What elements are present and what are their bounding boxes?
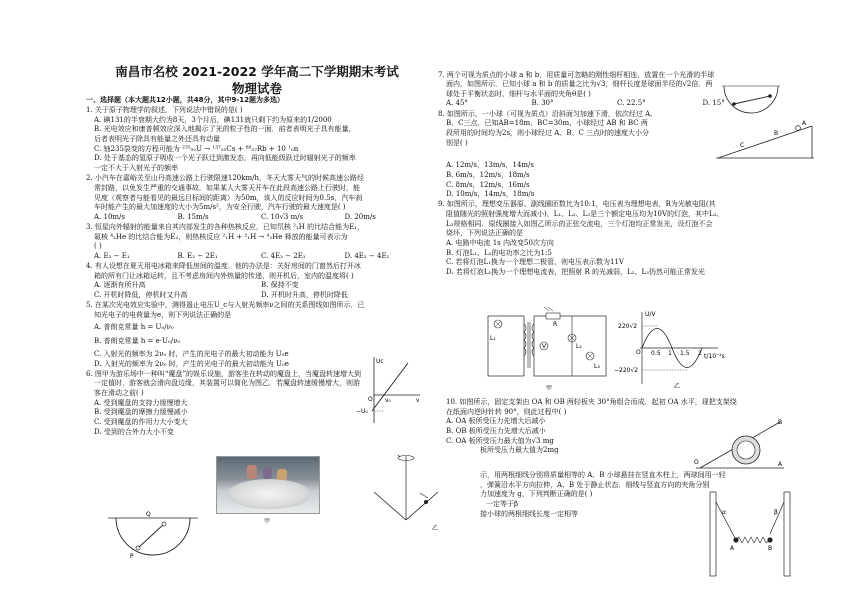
q5-axis-uc: Uc — [376, 358, 384, 365]
q10-line: 在纸面内逆时针转 90°，则此过程中( ) — [446, 407, 567, 416]
q10-point-a: A — [778, 461, 783, 468]
q9-axis-t: t/10⁻²s — [704, 353, 725, 360]
q11-ball-b: B — [768, 545, 773, 552]
q9-tick-3: 1.5 — [680, 350, 690, 357]
q6-label-yi: 乙 — [432, 525, 439, 532]
q2-line: 见度（观察者与能看见的最远目标间的距离）为50m，该人的反应时间为0.5s，汽车刹 — [94, 193, 363, 202]
q8-line: B、C三点，已知AB=18m，BC=30m，小球经过 AB 和 BC 两 — [446, 119, 648, 128]
q7-option-a: A. 45° — [446, 99, 468, 108]
q6-label-jia: 甲 — [264, 518, 271, 525]
q3-option-a: A. E₂ − E₁ — [94, 252, 130, 260]
q8-option-c: C. 8m/s，12m/s，16m/s — [446, 180, 530, 189]
q9-sine-figure — [614, 308, 728, 390]
q9-line: 烧坏，下列说法正确的是 — [446, 229, 523, 238]
q5-option-d: D. 入射光的频率为 2ν₀ 时，产生的光电子的最大初动能为 U₀e — [94, 359, 289, 368]
q2-option-b: B. 15m/s — [177, 212, 209, 221]
q8-line: 段所用的时间均为2s，则小球经过 A、B、C 三点时的速度大小分 — [446, 128, 650, 137]
q1-stem: 1. 关于原子物理学的叙述，下列说法中错误的是( ) — [86, 106, 243, 115]
q1-option-d-cont: 一定不大于入射光子的频率 — [94, 164, 178, 173]
q3-option-b: B. E₂ − 2E₁ — [177, 252, 218, 260]
q8-line: 8. 如图所示，一小球（可视为质点）沿斜面匀加速下滑，依次经过 A、 — [438, 109, 658, 118]
q6-bowl-figure — [108, 512, 198, 564]
q10-point-b: B — [778, 419, 783, 426]
q11-line: 力加速度为 g，下列判断正确的是( ) — [480, 490, 593, 499]
q5-u0: −U₀ — [356, 408, 368, 415]
q5-line: 知光电子的电荷量为e，则下列说法正确的是 — [94, 310, 232, 319]
q10-point-o: O — [694, 459, 699, 466]
q9-circuit-figure — [484, 310, 614, 392]
q10-support-figure — [694, 416, 786, 472]
q8-incline-figure — [714, 118, 818, 162]
q4-option-c: C. 开机时降低，停机时又升高 — [94, 291, 188, 300]
q9-line: 阻值随光的照射强度增大而减小)，L₁、L₂、L₃是三个额定电压均为10V的灯泡，其中L₂、 — [446, 210, 724, 219]
q11-line: ，弹簧沿水平方向拉伸，A、B 处于静止状态．细线与竖直方向的夹角分别 — [480, 480, 710, 489]
q8-option-d: D. 10m/s，14m/s，18m/s — [446, 190, 535, 199]
q8-option-a: A. 12m/s，13m/s，14m/s — [446, 161, 534, 170]
q10-option-c: C. OA 板所受压力最大值为√3 mg — [446, 436, 554, 445]
q7-line: 面内，如图所示．已知小球 a 和 b 的质量之比为√3，细杆长度是球面半径的√2倍．两 — [446, 80, 713, 89]
q4-option-d: D. 开机时升高，停机时降低 — [261, 291, 348, 300]
q8-option-b: B. 6m/s，12m/s，18m/s — [446, 170, 530, 179]
q1-option-b: B. 光电效应和康普顿效应深入地揭示了光的粒子性的一面．前者表明光子具有能量， — [94, 125, 356, 134]
q2-option-d: D. 20m/s — [344, 212, 376, 221]
q4-options-row2 — [86, 291, 428, 301]
q5-origin: O — [368, 396, 373, 403]
q9-tick-1: 0.5 — [651, 350, 661, 357]
q11-line: 接小球的两根细线长度一定相等 — [480, 509, 578, 518]
q7-figure — [720, 84, 782, 118]
q7-option-d: D. 15° — [702, 99, 725, 108]
q5-axis-v: ν — [416, 397, 420, 404]
question-3 — [86, 223, 428, 262]
q2-options — [86, 213, 428, 223]
q3-options — [86, 252, 428, 262]
q9-label-v: V — [542, 343, 547, 350]
q9-label-l2: L₂ — [576, 343, 582, 350]
q6-fig-q: Q — [146, 511, 151, 518]
q4-line: 4. 有人设想在夏天用电冰箱来降低房间的温度．他的办法是：关好房间的门窗然后打开冰 — [86, 262, 361, 271]
q1-option-b-cont: 后者表明光子除具有能量之外还具有动量 — [94, 135, 220, 144]
q8-point-c: C — [740, 142, 745, 149]
q2-option-a: A. 10m/s — [94, 212, 126, 221]
q1-option-c: C. 铀235裂变的方程可能为 ²³⁵₉₂U → ¹³⁷₅₅Cs + ⁸⁸₃₇Rb + 10 ¹₀n — [94, 144, 299, 153]
q11-beta: β — [774, 509, 778, 516]
q4-option-b: B. 保持不变 — [261, 281, 299, 290]
q5-graph-figure — [356, 355, 422, 425]
q6-option-d: D. 受到的合外力大小不变 — [94, 427, 174, 436]
q6-fig-p: P — [130, 553, 134, 560]
q11-spring-figure — [708, 488, 794, 580]
section-heading: 一、选择题（本大题共12小题，共48分，其中9-12题为多选） — [86, 96, 284, 104]
question-9 — [438, 200, 788, 277]
q5-v0: ν₀ — [385, 397, 391, 404]
q2-option-c: C. 10√3 m/s — [261, 212, 304, 221]
q1-option-d: D. 处于基态的氢原子吸收一个光子跃迁到激发态，再向低能级跃迁时辐射光子的频率 — [94, 154, 356, 163]
q11-ball-a: A — [730, 545, 735, 552]
q9-origin: O — [636, 349, 641, 356]
q2-line: 车时能产生的最大加速度的大小为5m/s²，为安全行驶，汽车行驶的最大速度是( ) — [94, 203, 346, 212]
q4-option-a: A. 逐渐有所升高 — [94, 281, 146, 290]
q4-line: 箱的所有门让冰箱运转，且不考虑房间内外热量的传递，则开机后，室内的温度将( ) — [94, 271, 354, 280]
q9-label-r: R — [553, 321, 558, 328]
q3-option-d: D. 4E₂ − 4E₁ — [344, 252, 390, 260]
exam-title: 南昌市名校 2021-2022 学年高二下学期期末考试 — [115, 64, 399, 79]
q3-line: ( ) — [94, 242, 102, 251]
q9-peak-pos: 220√2 — [618, 323, 638, 330]
q8-point-b: B — [774, 130, 779, 137]
exam-subtitle: 物理试卷 — [231, 81, 282, 96]
q4-options-row1 — [86, 281, 428, 291]
q3-option-c: C. 4E₂ − 2E₁ — [261, 252, 306, 260]
question-2 — [86, 174, 428, 222]
q9-tick-2: 1 — [668, 350, 672, 357]
q7-option-c: C. 22.5° — [617, 99, 646, 108]
q8-point-a: A — [802, 120, 807, 127]
q1-option-a: A. 碘131的半衰期大约为8天，3个月后，碘131就只剩下约为原来的1/2000 — [94, 115, 332, 124]
q9-axis-u: U/V — [645, 311, 656, 318]
q5-option-b: B. 普朗克常量 h = e·U₀/ν₀ — [94, 337, 181, 346]
q2-line: 2. 小汽车在嘉峪关至山丹高速公路上行驶限速120km/h，冬天大雾天气的时候高速公路经 — [86, 174, 365, 183]
q2-line: 常封路，以免发生严重的交通事故．如果某人大雾天开车在此段高速公路上行驶时，能 — [94, 183, 360, 192]
q11-line: 示，用两根细线分别将质量相等的 A、B 小球悬挂在竖直木柱上，两球间用一轻 — [480, 471, 726, 479]
q9-option-d: D. 若将灯泡L₁换为一个理想电流表，把照射 R 的光减弱，L₂、L₃仍然可能正常发光 — [446, 267, 705, 276]
q9-line: 9. 如图所示，理想变压器原、副线圈匝数比为10:1，电压表为理想电表，R为光敏电阻(其 — [438, 200, 716, 209]
question-1 — [86, 106, 428, 174]
q5-option-c: C. 入射光的频率为 2ν₀ 时，产生的光电子的最大初动能为 U₀e — [94, 349, 289, 358]
q10-option-d: 板所受压力最大值为2mg — [480, 446, 559, 455]
q6-line: 6. 图甲为游乐场中一种叫“魔盘”的娱乐设施，游客坐在转动的魔盘上，当魔盘转速增大到 — [86, 369, 362, 378]
q10-option-b: B. OB 板所受压力先增大后减小 — [446, 426, 546, 435]
q9-label-l1: L₁ — [490, 335, 496, 342]
q6-photo — [216, 456, 320, 514]
question-4 — [86, 262, 428, 301]
q9-option-a: A. 电路中电流 1s 内改变50次方向 — [446, 239, 554, 247]
q6-line: 一定值时，游客就会滑向盘边缘，其装置可以简化为图乙．若魔盘转速缓慢增大，则游 — [94, 379, 360, 388]
q6-diagram-yi — [370, 448, 442, 533]
q6-option-c: C. 受到魔盘的作用力大小变大 — [94, 418, 188, 426]
q9-peak-neg: −220√2 — [614, 367, 639, 374]
q9-option-b: B. 灯泡L₁、L₂的电功率之比为1:5 — [446, 248, 552, 257]
q11-alpha: α — [722, 509, 726, 516]
q6-line: 客在滑动之前( ) — [94, 389, 144, 398]
q9-label-jia: 甲 — [546, 385, 553, 392]
q3-line: 3. 恒星向外辐射的能量来自其内部发生的各种热核反应，已知氘核 ²₁H 的比结合能为E₁， — [86, 223, 364, 232]
q7-line: 球处于平衡状态时，细杆与水平面的夹角θ是( ) — [446, 89, 591, 98]
q6-option-a: A. 受到魔盘的支持力缓慢增大 — [94, 398, 188, 407]
q6-option-b: B. 受到魔盘的摩擦力缓慢减小 — [94, 408, 188, 417]
q11-line: 一定等于β — [486, 499, 519, 508]
q9-tick-4: 2 — [698, 350, 702, 357]
q9-option-c: C. 若将灯泡L₁换为一个理想二极管，则电压表示数为11V — [446, 258, 624, 267]
q9-label-yi: 乙 — [674, 383, 681, 390]
q5-line: 5. 在某次光电效应实验中，测得遏止电压U_c与入射光频率ν之间的关系图线如图所示．已 — [86, 301, 365, 310]
q3-line: 氦核 ⁴₂He 的比结合能为E₂，则热核反应 ²₁H + ²₁H → ⁴₂He 释放的能量可表示为 — [94, 232, 348, 241]
q5-option-a: A. 普朗克常量 h = U₀/ν₀ — [94, 322, 174, 331]
q7-line: 7. 两个可视为质点的小球 a 和 b，用质量可忽略的刚性细杆相连，放置在一个光滑的半球 — [438, 70, 715, 79]
q9-label-l3: L₃ — [594, 363, 600, 370]
q7-option-b: B. 30° — [531, 99, 554, 108]
q10-option-a: A. OA 板所受压力先增大后减小 — [446, 417, 546, 426]
q8-line: 别是( ) — [446, 138, 468, 147]
q9-line: L₃规格相同．原线圈接入如图乙所示的正弦交流电，三个灯泡均正常发光，设灯泡不会 — [446, 219, 713, 228]
q10-line: 10. 如图所示，固定支架由 OA 和 OB 两轻板夹 30°角组合而成．起初 OA 水平，现把支架绕 — [446, 398, 737, 406]
